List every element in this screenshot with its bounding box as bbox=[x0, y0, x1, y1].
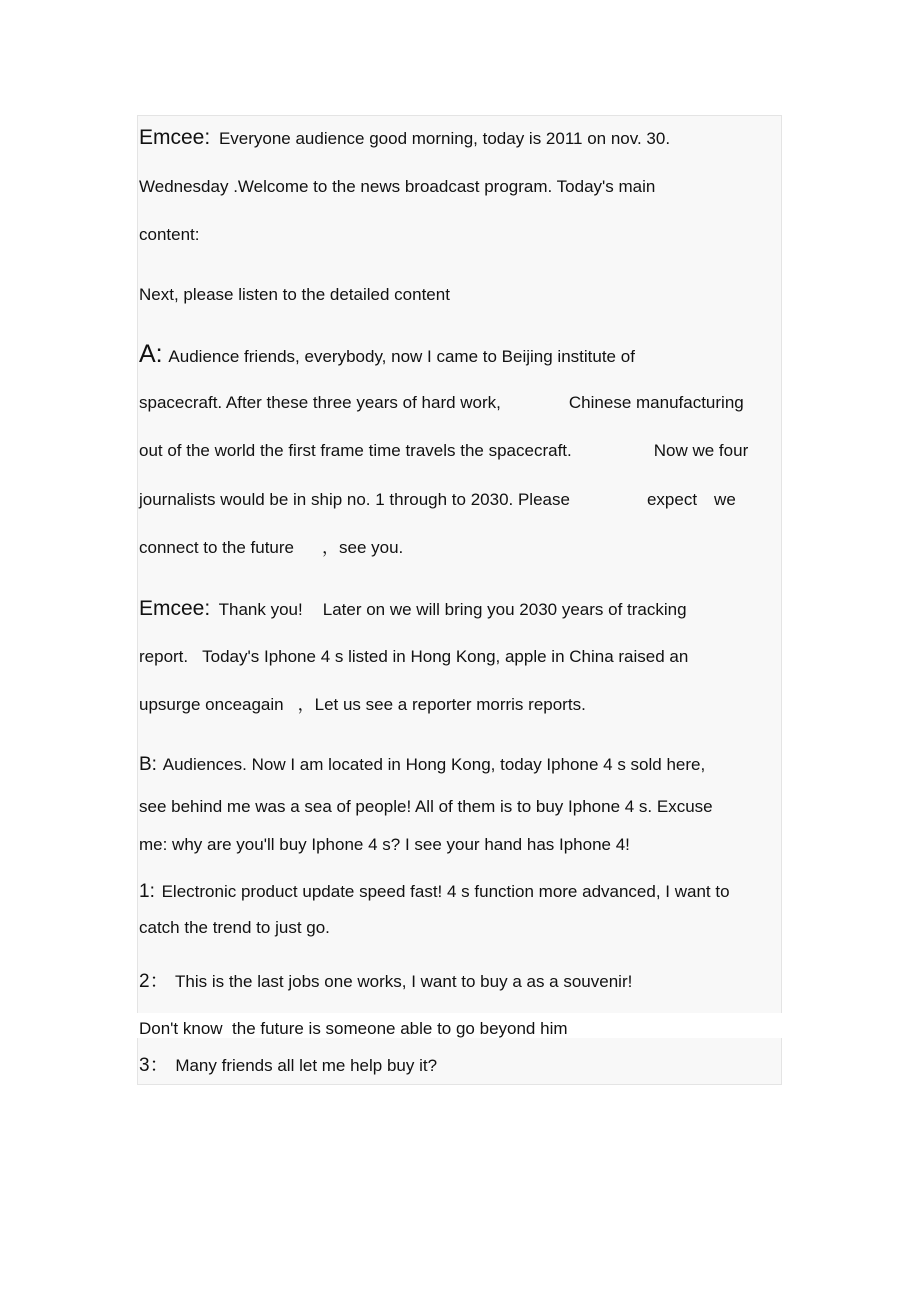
speaker-label: Emcee: bbox=[139, 126, 211, 149]
speaker-label: 3： bbox=[139, 1055, 169, 1076]
speaker-label: A: bbox=[139, 340, 163, 368]
emcee-intro-line-2: Wednesday .Welcome to the news broadcast program. Today's main bbox=[139, 177, 656, 196]
emcee-2-line-3: upsurge onceagain ，Let us see a reporter morris reports. bbox=[139, 695, 586, 714]
emcee-2-line-1: Emcee: Thank you! Later on we will bring you 2030 years of tracking bbox=[139, 597, 687, 620]
reporter-a-line-3: out of the world the first frame time travels the spacecraft. Now we four bbox=[139, 441, 749, 460]
speaker-label: Emcee: bbox=[139, 597, 211, 620]
reporter-a-line-5: connect to the future ，see you. bbox=[139, 538, 404, 557]
reporter-a-line-2: spacecraft. After these three years of hard work, Chinese manufacturing bbox=[139, 393, 744, 412]
reporter-a-line-1: A: Audience friends, everybody, now I came to Beijing institute of bbox=[139, 340, 635, 368]
reporter-b-line-2: see behind me was a sea of people! All of them is to buy Iphone 4 s. Excuse bbox=[139, 797, 713, 816]
emcee-intro-line-3: content: bbox=[139, 225, 200, 244]
respondent-2-line-2: Don't know the future is someone able to go beyond him bbox=[139, 1019, 568, 1038]
emcee-intro-line-1: Emcee: Everyone audience good morning, today is 2011 on nov. 30. bbox=[139, 126, 671, 149]
reporter-a-line-4: journalists would be in ship no. 1 through to 2030. Please expect we bbox=[139, 490, 736, 509]
speaker-label: 1: bbox=[139, 881, 155, 902]
emcee-2-line-2: report. Today's Iphone 4 s listed in Hong Kong, apple in China raised an bbox=[139, 647, 689, 666]
reporter-b-line-3: me: why are you'll buy Iphone 4 s? I see your hand has Iphone 4! bbox=[139, 835, 630, 854]
respondent-1-line-1: 1: Electronic product update speed fast! 4 s function more advanced, I want to bbox=[139, 881, 730, 902]
respondent-2-line-1: 2： This is the last jobs one works, I want to buy a as a souvenir! bbox=[139, 971, 633, 992]
respondent-1-line-2: catch the trend to just go. bbox=[139, 918, 330, 937]
respondent-3-line-1: 3： Many friends all let me help buy it? bbox=[139, 1055, 438, 1076]
transition-line: Next, please listen to the detailed content bbox=[139, 285, 450, 304]
speaker-label: 2： bbox=[139, 971, 169, 992]
speaker-label: B: bbox=[139, 754, 157, 775]
reporter-b-line-1: B: Audiences. Now I am located in Hong Kong, today Iphone 4 s sold here, bbox=[139, 754, 706, 775]
